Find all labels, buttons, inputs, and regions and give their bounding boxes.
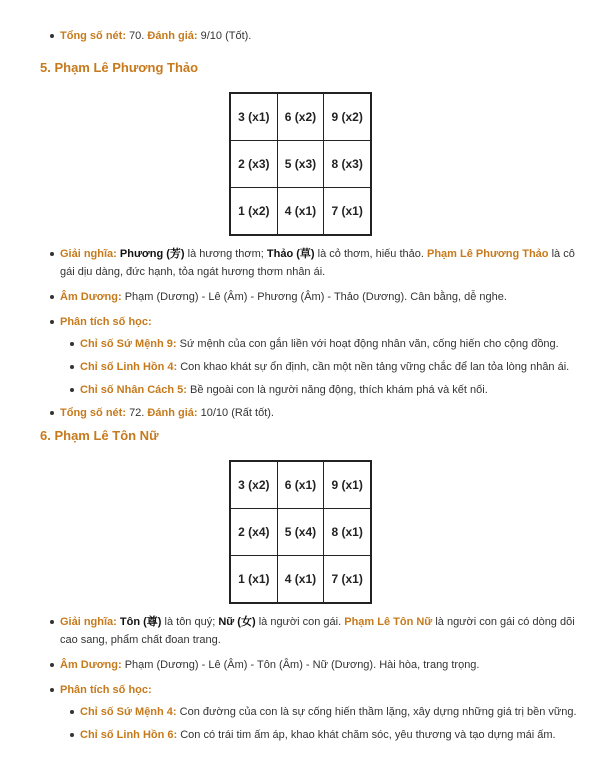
meaning-label: Giải nghĩa: — [60, 616, 117, 628]
total-label: Tổng số nét: — [60, 30, 126, 42]
grid-cell: 5 (x4) — [277, 509, 324, 556]
yinyang-text: Phạm (Dương) - Lê (Âm) - Tôn (Âm) - Nữ (Dương). Hài hòa, trang trọng. — [124, 659, 480, 671]
section-title: 5. Phạm Lê Phương Thảo — [40, 60, 199, 75]
meaning-word: Thảo (草) — [266, 248, 315, 260]
index-text: Bề ngoài con là người năng động, thích khám phá và kết nối. — [190, 384, 488, 396]
grid-cell: 5 (x3) — [277, 141, 324, 188]
grid-cell: 1 (x1) — [230, 556, 277, 604]
grid-cell: 2 (x3) — [230, 141, 277, 188]
grid-cell: 9 (x1) — [324, 461, 371, 509]
numerology-grid — [229, 92, 372, 236]
meaning-label: Giải nghĩa: — [60, 248, 117, 260]
index-text: Con có trái tim ấm áp, khao khát chăm sóc, yêu thương và tạo dựng mái ấm. — [180, 729, 556, 741]
total-label: Tổng số nét: — [60, 407, 126, 419]
index-label: Chỉ số Linh Hồn 4: — [80, 361, 178, 373]
section-details — [0, 613, 590, 744]
index-text: Con khao khát sự ổn định, cần một nền tảng vững chắc để lan tỏa lòng nhân ái. — [180, 361, 570, 373]
rating-value: 10/10 (Rất tốt). — [200, 407, 274, 419]
yinyang-label: Âm Dương: — [60, 659, 122, 671]
index-label: Chỉ số Sứ Mệnh 4: — [80, 706, 177, 718]
yinyang-item — [0, 288, 590, 306]
analysis-list — [0, 703, 590, 744]
grid-cell: 8 (x3) — [324, 141, 371, 188]
analysis-item — [0, 681, 590, 744]
top-total-list — [0, 27, 600, 45]
meaning-text: là người con gái có dòng dõi — [435, 616, 575, 628]
index-label: Chỉ số Sứ Mệnh 9: — [80, 338, 177, 350]
index-label: Chỉ số Linh Hồn 6: — [80, 729, 178, 741]
index-text: Sứ mệnh của con gắn liền với hoạt động nhân văn, cống hiến cho cộng đồng. — [179, 338, 559, 350]
grid-cell: 4 (x1) — [277, 188, 324, 236]
meaning-text: là tôn quý; — [164, 616, 216, 628]
analysis-entry — [0, 703, 590, 721]
yinyang-text: Phạm (Dương) - Lê (Âm) - Phương (Âm) - Thảo (Dương). Cân bằng, dễ nghe. — [124, 291, 507, 303]
analysis-label: Phân tích số học: — [60, 316, 152, 328]
grid-cell: 1 (x2) — [230, 188, 277, 236]
grid-cell: 7 (x1) — [324, 188, 371, 236]
meaning-text: là hương thơm; — [187, 248, 264, 260]
full-name: Phạm Lê Phương Thảo — [427, 248, 549, 260]
meaning-text: là người con gái. — [258, 616, 342, 628]
rating-value: 9/10 (Tốt). — [200, 30, 252, 42]
index-label: Chỉ số Nhân Cách 5: — [80, 384, 187, 396]
grid-cell: 7 (x1) — [324, 556, 371, 604]
grid-cell: 8 (x1) — [324, 509, 371, 556]
meaning-word: Tôn (尊) — [119, 616, 162, 628]
analysis-label: Phân tích số học: — [60, 684, 152, 696]
full-name: Phạm Lê Tôn Nữ — [344, 616, 433, 628]
total-strokes-item — [0, 404, 590, 422]
yinyang-item — [0, 656, 590, 674]
numerology-grid — [229, 460, 372, 604]
total-value: 70. — [129, 30, 145, 42]
grid-cell: 2 (x4) — [230, 509, 277, 556]
meaning-text: gái dịu dàng, đức hạnh, tỏa ngát hương thơm nhân ái. — [60, 266, 326, 278]
section-title: 6. Phạm Lê Tôn Nữ — [40, 428, 159, 443]
analysis-entry — [0, 726, 590, 744]
analysis-item — [0, 313, 590, 399]
analysis-entry — [0, 358, 590, 376]
analysis-entry — [0, 381, 590, 399]
meaning-item — [0, 245, 590, 281]
meaning-text: là cỏ thơm, hiếu thảo. — [317, 248, 424, 260]
meaning-word: Nữ (女) — [218, 616, 256, 628]
meaning-word: Phương (芳) — [119, 248, 185, 260]
grid-cell: 4 (x1) — [277, 556, 324, 604]
yinyang-label: Âm Dương: — [60, 291, 122, 303]
index-text: Con đường của con là sự cống hiến thầm lặng, xây dựng những giá trị bền vững. — [179, 706, 577, 718]
analysis-list — [0, 335, 590, 399]
rating-label: Đánh giá: — [147, 407, 198, 419]
grid-cell: 3 (x1) — [230, 93, 277, 141]
total-strokes-item — [0, 27, 600, 45]
meaning-text: là cô — [551, 248, 575, 260]
grid-cell: 6 (x2) — [277, 93, 324, 141]
grid-cell: 6 (x1) — [277, 461, 324, 509]
rating-label: Đánh giá: — [147, 30, 198, 42]
section-details — [0, 245, 590, 422]
grid-cell: 3 (x2) — [230, 461, 277, 509]
total-value: 72. — [129, 407, 145, 419]
meaning-text: cao sang, phẩm chất đoan trang. — [60, 634, 221, 646]
analysis-entry — [0, 335, 590, 353]
meaning-item — [0, 613, 590, 649]
grid-cell: 9 (x2) — [324, 93, 371, 141]
